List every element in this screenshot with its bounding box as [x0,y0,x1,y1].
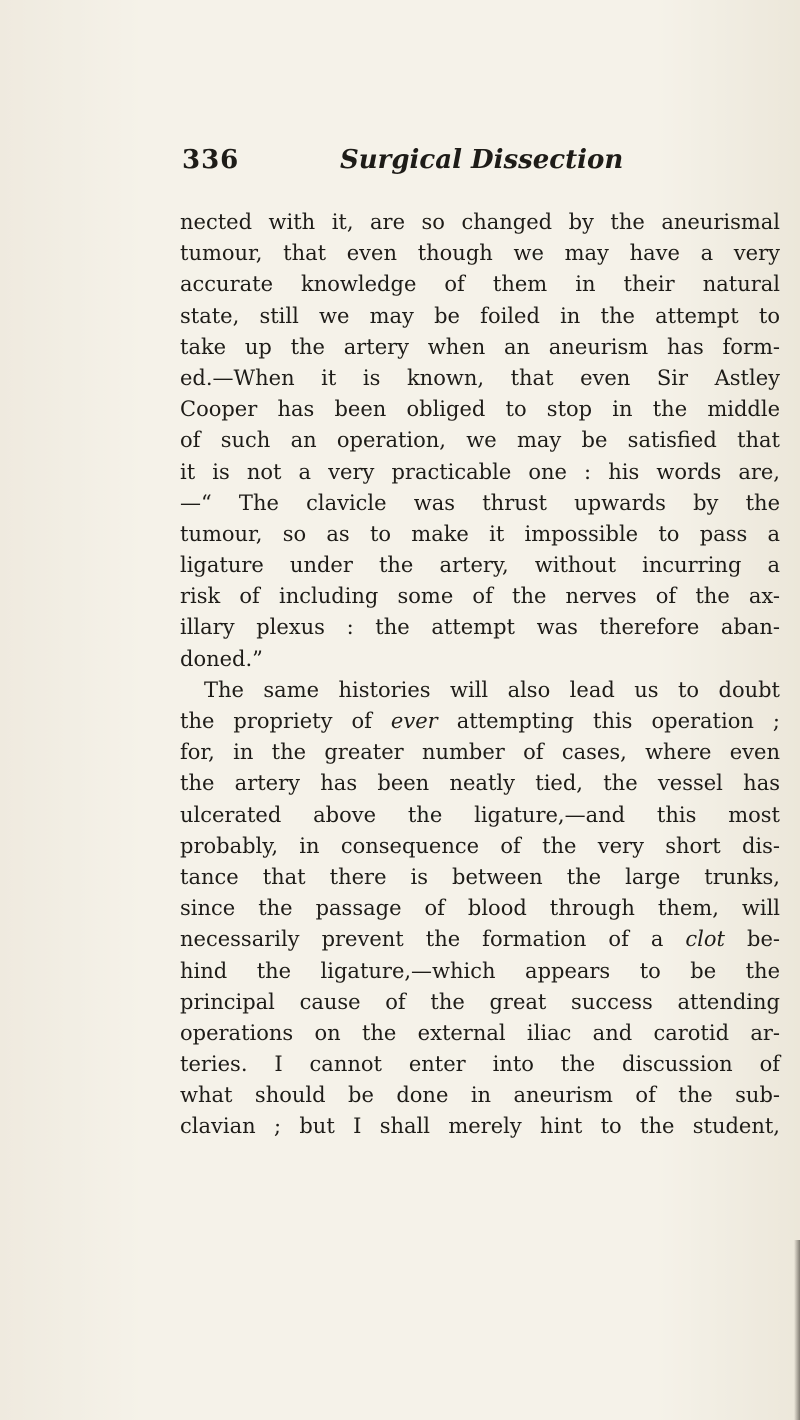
text-line: illary plexus : the attempt was therefore aban- [180,615,780,640]
running-title: Surgical Dissection [340,145,624,175]
text-line: of such an operation, we may be satisfied that [180,428,780,453]
text-line: —“ The clavicle was thrust upwards by the [180,490,780,515]
italic-word: clot [685,927,725,952]
text-line: what should be done in aneurism of the sub- [180,1083,780,1108]
text-line: doned.” [180,646,263,671]
text-span: the propriety of [180,709,372,733]
text-line: hind the ligature,—which appears to be the [180,958,780,983]
text-line: tumour, so as to make it impossible to pass a [180,521,780,546]
text-line: take up the artery when an aneurism has form- [180,334,780,359]
text-line-with-italic [180,706,780,737]
page-edge-shadow [794,1240,800,1420]
text-line: The same histories will also lead us to doubt [204,677,780,702]
text-span: attempting this operation ; [456,709,780,733]
text-line: teries. I cannot enter into the discussion of [180,1052,780,1077]
text-line: probably, in consequence of the very short dis- [180,833,780,858]
text-line: ed.—When it is known, that even Sir Astley [180,365,780,390]
page-number: 336 [182,145,240,175]
text-line: principal cause of the great success attending [180,989,780,1014]
text-line: ulcerated above the ligature,—and this most [180,802,780,827]
text-line: tance that there is between the large trunks, [180,864,780,889]
text-line: accurate knowledge of them in their natural [180,272,780,297]
text-line: state, still we may be foiled in the attempt to [180,303,780,328]
text-line: ligature under the artery, without incurring a [180,553,780,578]
text-line: for, in the greater number of cases, where even [180,740,780,765]
text-line: it is not a very practicable one : his words are, [180,459,780,484]
body-text [180,207,780,1143]
text-span: be- [747,927,780,952]
text-line: risk of including some of the nerves of the ax- [180,584,780,609]
text-line: operations on the external iliac and carotid ar- [180,1020,780,1045]
text-line: clavian ; but I shall merely hint to the student, [180,1114,780,1139]
text-line: Cooper has been obliged to stop in the middle [180,397,780,422]
text-span: necessarily prevent the formation of a [180,927,664,952]
text-line-with-italic [180,924,780,955]
text-line: since the passage of blood through them, will [180,896,780,921]
text-line: tumour, that even though we may have a very [180,241,780,266]
page-header [182,145,702,185]
text-line: nected with it, are so changed by the aneurismal [180,210,780,234]
text-line: the artery has been neatly tied, the vessel has [180,771,780,796]
italic-word: ever [390,709,438,733]
